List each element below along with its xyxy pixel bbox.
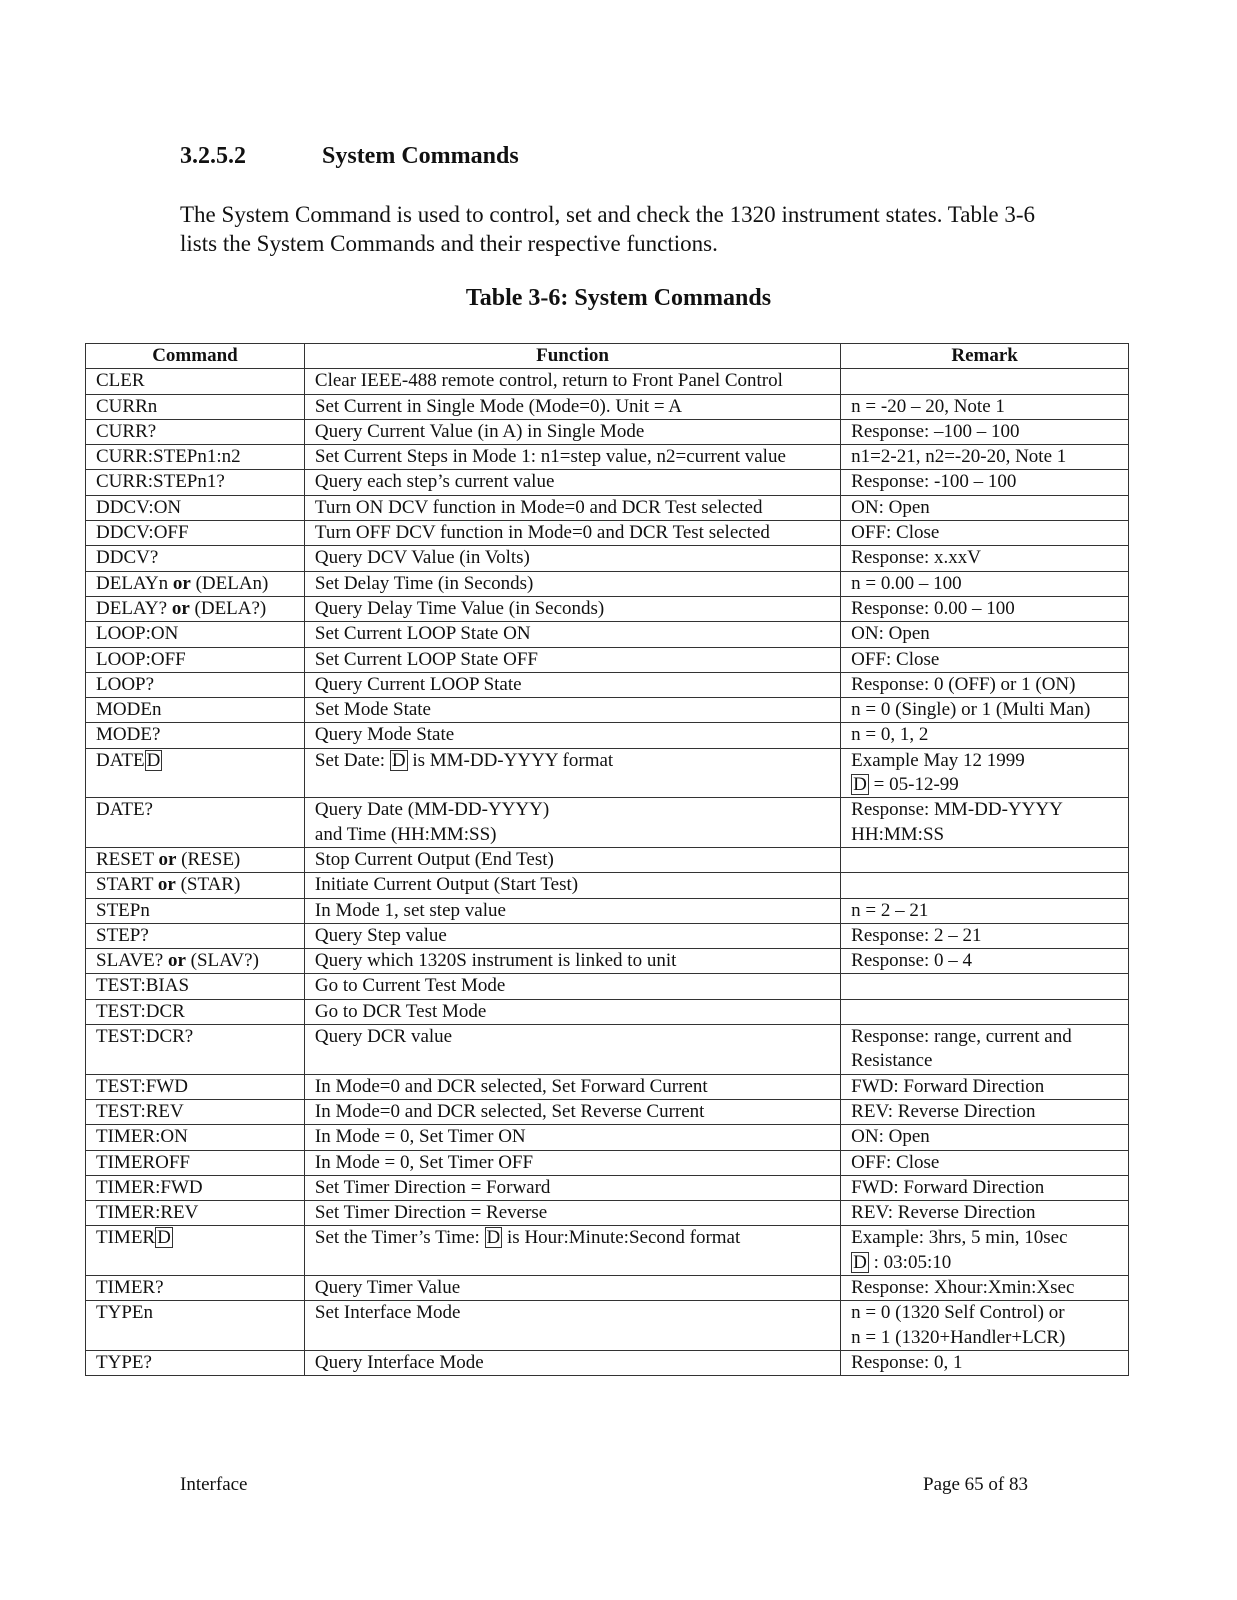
remark-cell: ON: Open	[841, 1125, 1129, 1150]
command-cell: LOOP?	[86, 672, 305, 697]
remark-cell: Example: 3hrs, 5 min, 10sec D : 03:05:10	[841, 1226, 1129, 1276]
command-cell: START or (STAR)	[86, 873, 305, 898]
command-cell: SLAVE? or (SLAV?)	[86, 949, 305, 974]
function-cell: Initiate Current Output (Start Test)	[304, 873, 840, 898]
footer-section-name: Interface	[180, 1474, 248, 1495]
command-cell: TIMER:ON	[86, 1125, 305, 1150]
table-body	[86, 369, 1129, 1376]
function-cell: In Mode=0 and DCR selected, Set Forward Current	[304, 1074, 840, 1099]
remark-cell: Response: –100 – 100	[841, 419, 1129, 444]
command-cell: TIMER?	[86, 1275, 305, 1300]
function-cell: Set Delay Time (in Seconds)	[304, 571, 840, 596]
command-cell: TIMEROFF	[86, 1150, 305, 1175]
command-cell: DATE D	[86, 748, 305, 798]
function-cell: Query Interface Mode	[304, 1350, 840, 1375]
table-row	[86, 419, 1129, 444]
command-cell: MODE?	[86, 723, 305, 748]
function-cell: Query Date (MM-DD-YYYY) and Time (HH:MM:SS)	[304, 798, 840, 848]
remark-cell: Response: range, current and Resistance	[841, 1025, 1129, 1075]
remark-cell: OFF: Close	[841, 1150, 1129, 1175]
remark-cell: ON: Open	[841, 622, 1129, 647]
table-row	[86, 1275, 1129, 1300]
function-cell: In Mode=0 and DCR selected, Set Reverse Current	[304, 1099, 840, 1124]
function-cell: Query Timer Value	[304, 1275, 840, 1300]
remark-cell: OFF: Close	[841, 521, 1129, 546]
table-row	[86, 798, 1129, 848]
command-cell: DELAYn or (DELAn)	[86, 571, 305, 596]
table-row	[86, 1350, 1129, 1375]
command-cell: TYPE?	[86, 1350, 305, 1375]
command-cell: TYPEn	[86, 1301, 305, 1351]
function-cell: Set Interface Mode	[304, 1301, 840, 1351]
table-row	[86, 1175, 1129, 1200]
command-cell: DDCV?	[86, 546, 305, 571]
command-cell: STEP?	[86, 923, 305, 948]
table-row	[86, 898, 1129, 923]
command-cell: TIMER:REV	[86, 1201, 305, 1226]
table-row	[86, 1025, 1129, 1075]
table-row	[86, 999, 1129, 1024]
table-row	[86, 1074, 1129, 1099]
section-number: 3.2.5.2	[180, 143, 246, 169]
table-row	[86, 622, 1129, 647]
table-row	[86, 596, 1129, 621]
remark-cell: REV: Reverse Direction	[841, 1201, 1129, 1226]
section-title: System Commands	[322, 143, 519, 169]
table-header-row	[86, 344, 1129, 369]
function-cell: Query Current LOOP State	[304, 672, 840, 697]
section-heading	[180, 143, 519, 170]
remark-cell: ON: Open	[841, 495, 1129, 520]
function-cell: Set Date: D is MM-DD-YYYY format	[304, 748, 840, 798]
header-remark: Remark	[841, 344, 1129, 369]
remark-cell: n = -20 – 20, Note 1	[841, 394, 1129, 419]
remark-cell: n = 0 (1320 Self Control) or n = 1 (1320+Handler+LCR)	[841, 1301, 1129, 1351]
command-cell: RESET or (RESE)	[86, 847, 305, 872]
remark-cell: Response: -100 – 100	[841, 470, 1129, 495]
command-cell: CLER	[86, 369, 305, 394]
remark-cell: Response: 0 – 4	[841, 949, 1129, 974]
remark-cell: FWD: Forward Direction	[841, 1074, 1129, 1099]
remark-cell: Response: 0 (OFF) or 1 (ON)	[841, 672, 1129, 697]
remark-cell: FWD: Forward Direction	[841, 1175, 1129, 1200]
command-cell: LOOP:OFF	[86, 647, 305, 672]
command-cell: CURR:STEPn1?	[86, 470, 305, 495]
remark-cell: n = 0.00 – 100	[841, 571, 1129, 596]
function-cell: Query each step’s current value	[304, 470, 840, 495]
remark-cell	[841, 369, 1129, 394]
function-cell: In Mode = 0, Set Timer OFF	[304, 1150, 840, 1175]
table-row	[86, 647, 1129, 672]
table-row	[86, 369, 1129, 394]
table-row	[86, 1301, 1129, 1351]
remark-cell: Response: 0.00 – 100	[841, 596, 1129, 621]
command-cell: TEST:REV	[86, 1099, 305, 1124]
function-cell: Query which 1320S instrument is linked to unit	[304, 949, 840, 974]
function-cell: Set Current LOOP State OFF	[304, 647, 840, 672]
table-row	[86, 1099, 1129, 1124]
command-cell: MODEn	[86, 698, 305, 723]
command-cell: TEST:FWD	[86, 1074, 305, 1099]
function-cell: Query DCR value	[304, 1025, 840, 1075]
command-cell: DELAY? or (DELA?)	[86, 596, 305, 621]
table-row	[86, 521, 1129, 546]
function-cell: Go to Current Test Mode	[304, 974, 840, 999]
remark-cell	[841, 847, 1129, 872]
function-cell: Turn ON DCV function in Mode=0 and DCR Test selected	[304, 495, 840, 520]
command-cell: DDCV:OFF	[86, 521, 305, 546]
command-cell: CURR:STEPn1:n2	[86, 445, 305, 470]
remark-cell: Response: 2 – 21	[841, 923, 1129, 948]
table-row	[86, 672, 1129, 697]
remark-cell: Response: Xhour:Xmin:Xsec	[841, 1275, 1129, 1300]
function-cell: Query DCV Value (in Volts)	[304, 546, 840, 571]
remark-cell: n = 2 – 21	[841, 898, 1129, 923]
table-row	[86, 1125, 1129, 1150]
table-row	[86, 495, 1129, 520]
remark-cell: REV: Reverse Direction	[841, 1099, 1129, 1124]
function-cell: Query Step value	[304, 923, 840, 948]
remark-cell: Response: x.xxV	[841, 546, 1129, 571]
remark-cell: n = 0 (Single) or 1 (Multi Man)	[841, 698, 1129, 723]
command-cell: DATE?	[86, 798, 305, 848]
command-cell: LOOP:ON	[86, 622, 305, 647]
table-row	[86, 1150, 1129, 1175]
function-cell: Set Current Steps in Mode 1: n1=step value, n2=current value	[304, 445, 840, 470]
remark-cell	[841, 999, 1129, 1024]
table-row	[86, 698, 1129, 723]
function-cell: Set Current LOOP State ON	[304, 622, 840, 647]
table-row	[86, 1201, 1129, 1226]
intro-paragraph: The System Command is used to control, set and check the 1320 instrument states. Table 3-6 lists the System Commands and their respective functions.	[180, 202, 1035, 256]
function-cell: Set Current in Single Mode (Mode=0). Unit = A	[304, 394, 840, 419]
function-cell: Query Delay Time Value (in Seconds)	[304, 596, 840, 621]
function-cell: Query Current Value (in A) in Single Mode	[304, 419, 840, 444]
system-commands-table	[85, 343, 1129, 1376]
header-function: Function	[304, 344, 840, 369]
remark-cell: Response: MM-DD-YYYY HH:MM:SS	[841, 798, 1129, 848]
table-row	[86, 571, 1129, 596]
command-cell: DDCV:ON	[86, 495, 305, 520]
function-cell: Set the Timer’s Time: D is Hour:Minute:Second format	[304, 1226, 840, 1276]
command-cell: CURR?	[86, 419, 305, 444]
command-cell: STEPn	[86, 898, 305, 923]
command-cell: CURRn	[86, 394, 305, 419]
function-cell: In Mode = 0, Set Timer ON	[304, 1125, 840, 1150]
function-cell: Set Mode State	[304, 698, 840, 723]
function-cell: Turn OFF DCV function in Mode=0 and DCR Test selected	[304, 521, 840, 546]
table-row	[86, 445, 1129, 470]
table-row	[86, 873, 1129, 898]
table-row	[86, 923, 1129, 948]
function-cell: Set Timer Direction = Forward	[304, 1175, 840, 1200]
remark-cell: OFF: Close	[841, 647, 1129, 672]
function-cell: Query Mode State	[304, 723, 840, 748]
table-row	[86, 394, 1129, 419]
remark-cell: n = 0, 1, 2	[841, 723, 1129, 748]
table-row	[86, 723, 1129, 748]
table-row	[86, 847, 1129, 872]
function-cell: In Mode 1, set step value	[304, 898, 840, 923]
table-row	[86, 470, 1129, 495]
command-cell: TIMER D	[86, 1226, 305, 1276]
table-row	[86, 1226, 1129, 1276]
footer-page-number: Page 65 of 83	[923, 1474, 1029, 1495]
function-cell: Stop Current Output (End Test)	[304, 847, 840, 872]
command-cell: TIMER:FWD	[86, 1175, 305, 1200]
table-caption: Table 3-6: System Commands	[465, 285, 772, 311]
table-row	[86, 546, 1129, 571]
table-row	[86, 974, 1129, 999]
function-cell: Set Timer Direction = Reverse	[304, 1201, 840, 1226]
remark-cell: Example May 12 1999 D = 05-12-99	[841, 748, 1129, 798]
remark-cell: n1=2-21, n2=-20-20, Note 1	[841, 445, 1129, 470]
function-cell: Clear IEEE-488 remote control, return to Front Panel Control	[304, 369, 840, 394]
command-cell: TEST:BIAS	[86, 974, 305, 999]
command-cell: TEST:DCR	[86, 999, 305, 1024]
table-row	[86, 748, 1129, 798]
table-row	[86, 949, 1129, 974]
command-cell: TEST:DCR?	[86, 1025, 305, 1075]
remark-cell: Response: 0, 1	[841, 1350, 1129, 1375]
remark-cell	[841, 873, 1129, 898]
remark-cell	[841, 974, 1129, 999]
function-cell: Go to DCR Test Mode	[304, 999, 840, 1024]
header-command: Command	[86, 344, 305, 369]
